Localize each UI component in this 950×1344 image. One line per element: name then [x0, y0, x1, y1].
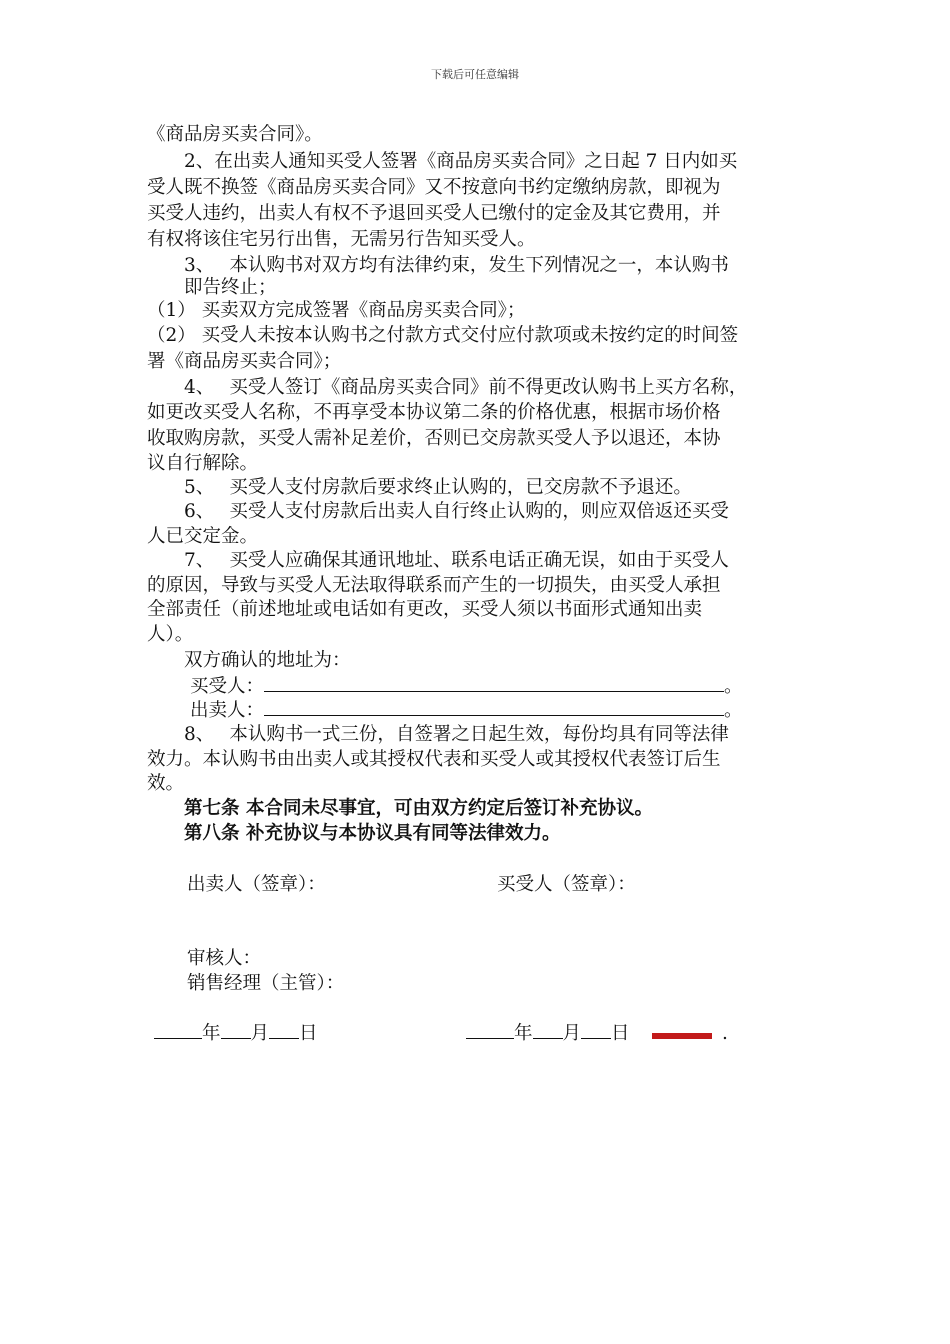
day-blank[interactable]	[269, 1022, 299, 1039]
text-line: 人）。	[147, 624, 194, 645]
buyer-address-blank[interactable]	[264, 675, 724, 692]
text-line: 8、 本认购书一式三份，自签署之日起生效，每份均具有同等法律	[147, 724, 729, 745]
text-line: 收取购房款，买受人需补足差价，否则已交房款买受人予以退还，本协	[147, 428, 721, 449]
year-label: 年	[202, 1023, 221, 1044]
seller-address-label: 出卖人：	[190, 700, 265, 721]
buyer-signature-label: 买受人（签章）：	[497, 874, 636, 895]
text-line: 的原因，导致与买受人无法取得联系而产生的一切损失，由买受人承担	[147, 575, 721, 596]
text-line: 全部责任（前述地址或电话如有更改，买受人须以书面形式通知出卖	[147, 599, 703, 620]
day-label: 日	[299, 1023, 318, 1044]
day-label: 日	[611, 1023, 630, 1044]
month-blank[interactable]	[221, 1022, 251, 1039]
seller-address-line	[190, 699, 743, 723]
address-end-mark: 。	[724, 676, 743, 697]
day-blank[interactable]	[581, 1022, 611, 1039]
month-blank[interactable]	[533, 1022, 563, 1039]
text-line: 5、 买受人支付房款后要求终止认购的，已交房款不予退还。	[147, 477, 692, 498]
address-end-mark: 。	[724, 700, 743, 721]
text-line: 3、 本认购书对双方均有法律约束，发生下列情况之一，本认购书	[147, 255, 729, 276]
clause-seven: 第七条 本合同未尽事宜，可由双方约定后签订补充协议。	[147, 798, 653, 819]
text-line: 《商品房买卖合同》。	[147, 124, 323, 145]
text-line: 议自行解除。	[147, 453, 259, 474]
sales-manager-label: 销售经理（主管）：	[187, 973, 345, 994]
reviewer-label: 审核人：	[187, 948, 262, 969]
year-blank[interactable]	[466, 1022, 514, 1039]
text-line: 人已交定金。	[147, 526, 259, 547]
text-line: （1） 买卖双方完成签署《商品房买卖合同》；	[147, 300, 526, 321]
seller-address-blank[interactable]	[264, 699, 724, 716]
text-line: （2） 买受人未按本认购书之付款方式交付应付款项或未按约定的时间签	[147, 325, 739, 346]
text-line: 4、 买受人签订《商品房买卖合同》前不得更改认购书上买方名称，	[147, 377, 748, 398]
text-line: 署《商品房买卖合同》；	[147, 351, 342, 372]
text-line: 即告终止；	[147, 277, 277, 298]
clause-eight: 第八条 补充协议与本协议具有同等法律效力。	[147, 823, 561, 844]
text-line: 双方确认的地址为：	[147, 650, 351, 671]
text-line: 如更改买受人名称，不再享受本协议第二条的价格优惠，根据市场价格	[147, 402, 721, 423]
text-line: 效。	[147, 773, 185, 794]
text-line: 受人既不换签《商品房买卖合同》又不按意向书约定缴纳房款，即视为	[147, 177, 721, 198]
date-right	[466, 1022, 630, 1046]
year-label: 年	[514, 1023, 533, 1044]
buyer-address-line	[190, 675, 743, 699]
text-line: 6、 买受人支付房款后出卖人自行终止认购的，则应双倍返还买受	[147, 501, 729, 522]
text-line: 7、 买受人应确保其通讯地址、联系电话正确无误，如由于买受人	[147, 550, 729, 571]
month-label: 月	[562, 1023, 582, 1044]
text-line: 效力。本认购书由出卖人或其授权代表和买受人或其授权代表签订后生	[147, 749, 721, 770]
text-line: 2、在出卖人通知买受人签署《商品房买卖合同》之日起 7 日内如买	[147, 151, 738, 172]
buyer-address-label: 买受人：	[190, 676, 265, 697]
year-blank[interactable]	[154, 1022, 202, 1039]
date-left	[154, 1022, 318, 1046]
month-label: 月	[250, 1023, 270, 1044]
red-stamp-mark	[652, 1033, 712, 1039]
seller-signature-label: 出卖人（签章）：	[187, 874, 326, 895]
page-header: 下载后可任意编辑	[431, 68, 519, 81]
trailing-dot: .	[722, 1023, 728, 1044]
text-line: 有权将该住宅另行出售，无需另行告知买受人。	[147, 229, 536, 250]
text-line: 买受人违约，出卖人有权不予退回买受人已缴付的定金及其它费用，并	[147, 203, 721, 224]
